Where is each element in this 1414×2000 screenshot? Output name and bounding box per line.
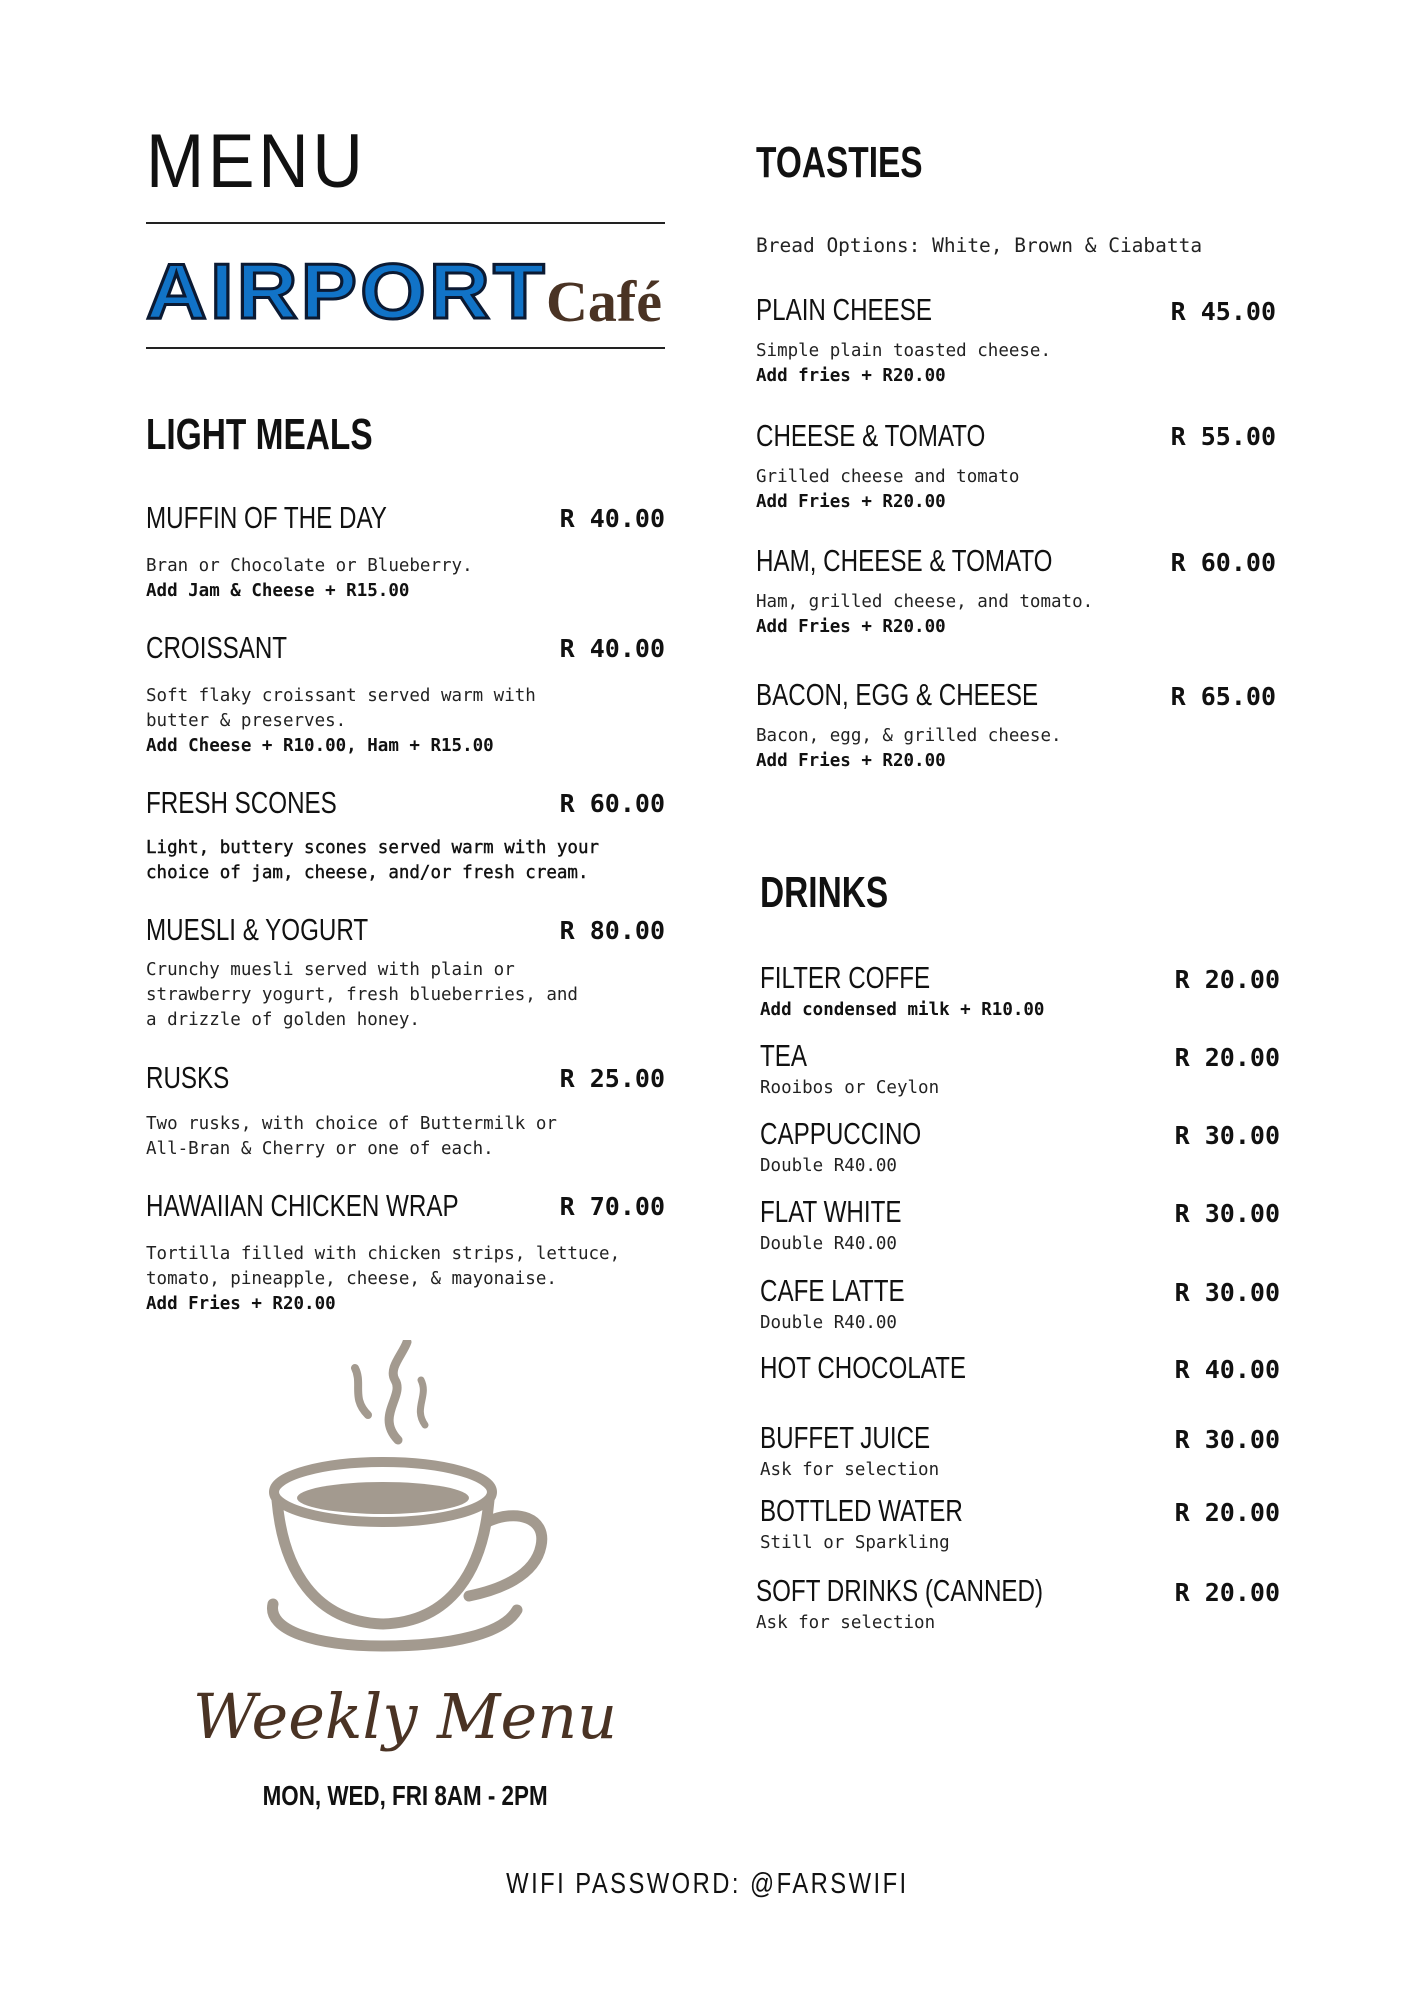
drink-price-cappuccino: R 30.00 [1174, 1121, 1280, 1150]
menu-title: MENU [146, 119, 367, 204]
item-extra-croissant: Add Cheese + R10.00, Ham + R15.00 [146, 736, 494, 756]
item-name-plain-cheese: PLAIN CHEESE [756, 292, 933, 327]
drink-price-hot-chocolate: R 40.00 [1174, 1355, 1280, 1384]
drink-price-cafe-latte: R 30.00 [1174, 1278, 1280, 1307]
brand-airport: AIRPORT [146, 247, 548, 335]
drink-name-cafe-latte: CAFE LATTE [760, 1273, 905, 1308]
drink-note-tea: Rooibos or Ceylon [760, 1078, 940, 1098]
item-price-ham-cheese-tomato: R 60.00 [1170, 548, 1276, 577]
drink-name-bottled-water: BOTTLED WATER [760, 1493, 963, 1528]
item-price-muesli: R 80.00 [559, 916, 665, 945]
drink-price-tea: R 20.00 [1174, 1043, 1280, 1072]
drink-note-soft-drinks: Ask for selection [756, 1613, 936, 1633]
item-price-cheese-tomato: R 55.00 [1170, 422, 1276, 451]
bread-options: Bread Options: White, Brown & Ciabatta [756, 234, 1203, 257]
item-price-bacon-egg-cheese: R 65.00 [1170, 682, 1276, 711]
drink-note-buffet-juice: Ask for selection [760, 1460, 940, 1480]
item-desc-plain-cheese: Simple plain toasted cheese. [756, 341, 1052, 361]
drink-note-cappuccino: Double R40.00 [760, 1156, 897, 1176]
drink-name-buffet-juice: BUFFET JUICE [760, 1420, 931, 1455]
drink-name-filter-coffe: FILTER COFFE [760, 960, 931, 995]
item-desc-croissant: Soft flaky croissant served warm with butter & preserves. [146, 686, 536, 731]
hours-text: MON, WED, FRI 8AM - 2PM [262, 1780, 548, 1811]
item-price-hawaiian: R 70.00 [559, 1192, 665, 1221]
item-desc-bacon-egg-cheese: Bacon, egg, & grilled cheese. [756, 726, 1062, 746]
drink-price-soft-drinks: R 20.00 [1174, 1578, 1280, 1607]
item-extra-muffin: Add Jam & Cheese + R15.00 [146, 581, 410, 601]
item-extra-hawaiian: Add Fries + R20.00 [146, 1294, 336, 1314]
item-name-rusks: RUSKS [146, 1060, 230, 1095]
drink-note-flat-white: Double R40.00 [760, 1234, 897, 1254]
item-price-scones: R 60.00 [559, 789, 665, 818]
drink-note-filter-coffe: Add condensed milk + R10.00 [760, 1000, 1045, 1020]
drink-name-cappuccino: CAPPUCCINO [760, 1116, 922, 1151]
brand-cafe: Café [546, 269, 662, 334]
divider-bottom [146, 347, 665, 349]
light-meals-heading: LIGHT MEALS [146, 410, 373, 459]
item-name-muffin: MUFFIN OF THE DAY [146, 500, 387, 535]
item-desc-muffin: Bran or Chocolate or Blueberry. [146, 556, 473, 576]
drinks-heading: DRINKS [760, 868, 889, 917]
item-price-plain-cheese: R 45.00 [1170, 297, 1276, 326]
item-desc-cheese-tomato: Grilled cheese and tomato [756, 467, 1020, 487]
drink-price-bottled-water: R 20.00 [1174, 1498, 1280, 1527]
drink-price-buffet-juice: R 30.00 [1174, 1425, 1280, 1454]
coffee-cup-icon [255, 1340, 555, 1670]
wifi-row [0, 1868, 1414, 1901]
drink-price-filter-coffe: R 20.00 [1174, 965, 1280, 994]
divider-top [146, 222, 665, 224]
item-price-croissant: R 40.00 [559, 634, 665, 663]
item-name-scones: FRESH SCONES [146, 785, 337, 820]
drink-name-flat-white: FLAT WHITE [760, 1194, 902, 1229]
toasties-heading: TOASTIES [756, 138, 923, 187]
hours-row [0, 1780, 810, 1812]
item-desc-hawaiian: Tortilla filled with chicken strips, lettuce, tomato, pineapple, cheese, & mayonaise. [146, 1244, 621, 1289]
drink-note-bottled-water: Still or Sparkling [760, 1533, 950, 1553]
item-name-ham-cheese-tomato: HAM, CHEESE & TOMATO [756, 543, 1053, 578]
item-desc-muesli: Crunchy muesli served with plain or strawberry yogurt, fresh blueberries, and a drizzle of golden honey. [146, 960, 578, 1030]
item-name-cheese-tomato: CHEESE & TOMATO [756, 418, 986, 453]
item-desc-scones: Light, buttery scones served warm with your choice of jam, cheese, and/or fresh cream. [146, 838, 600, 883]
item-extra-bacon-egg-cheese: Add Fries + R20.00 [756, 751, 946, 771]
item-extra-plain-cheese: Add fries + R20.00 [756, 366, 946, 386]
item-price-rusks: R 25.00 [559, 1064, 665, 1093]
drink-price-flat-white: R 30.00 [1174, 1199, 1280, 1228]
item-extra-ham-cheese-tomato: Add Fries + R20.00 [756, 617, 946, 637]
drink-name-soft-drinks: SOFT DRINKS (CANNED) [756, 1573, 1044, 1608]
item-name-muesli: MUESLI & YOGURT [146, 912, 369, 947]
item-name-bacon-egg-cheese: BACON, EGG & CHEESE [756, 677, 1039, 712]
wifi-password: WIFI PASSWORD: @FARSWIFI [505, 1868, 909, 1900]
item-name-hawaiian: HAWAIIAN CHICKEN WRAP [146, 1188, 459, 1223]
item-name-croissant: CROISSANT [146, 630, 288, 665]
weekly-menu-script: Weekly Menu [192, 1680, 618, 1753]
item-extra-cheese-tomato: Add Fries + R20.00 [756, 492, 946, 512]
item-desc-rusks: Two rusks, with choice of Buttermilk or All-Bran & Cherry or one of each. [146, 1114, 557, 1159]
item-price-muffin: R 40.00 [559, 504, 665, 533]
drink-note-cafe-latte: Double R40.00 [760, 1313, 897, 1333]
drink-name-tea: TEA [760, 1038, 808, 1073]
drink-name-hot-chocolate: HOT CHOCOLATE [760, 1350, 967, 1385]
item-desc-ham-cheese-tomato: Ham, grilled cheese, and tomato. [756, 592, 1094, 612]
